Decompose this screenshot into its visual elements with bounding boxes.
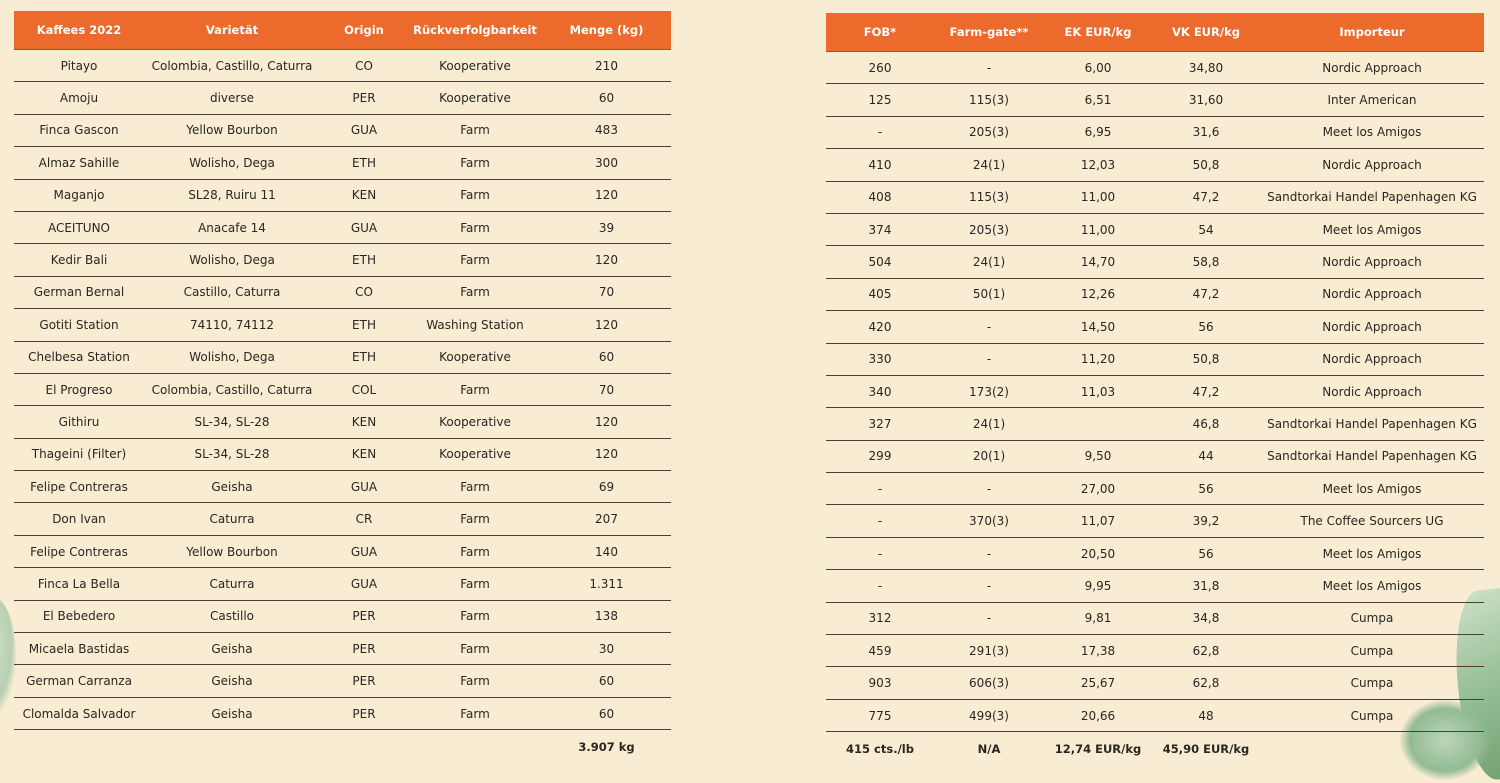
pricing-total-cell <box>1260 732 1484 767</box>
pricing-cell: 9,50 <box>1044 440 1152 472</box>
pricing-body <box>826 52 1484 767</box>
pricing-header-row <box>826 13 1484 52</box>
table-row <box>14 697 671 729</box>
pricing-cell: 410 <box>826 149 934 181</box>
coffee-cell: ETH <box>320 309 408 341</box>
pricing-total-row <box>826 732 1484 767</box>
coffee-cell: Farm <box>408 503 542 535</box>
coffees-header-row <box>14 11 671 50</box>
coffee-cell: ETH <box>320 147 408 179</box>
coffee-cell: SL-34, SL-28 <box>144 406 320 438</box>
table-row <box>826 635 1484 667</box>
pricing-cell: 20,50 <box>1044 537 1152 569</box>
pricing-cell: 6,51 <box>1044 84 1152 116</box>
pricing-cell: Nordic Approach <box>1260 311 1484 343</box>
coffee-cell: Farm <box>408 600 542 632</box>
pricing-cell: 499(3) <box>934 699 1044 731</box>
pricing-cell: 44 <box>1152 440 1260 472</box>
pricing-cell: Nordic Approach <box>1260 343 1484 375</box>
table-row <box>826 52 1484 84</box>
pricing-cell: 205(3) <box>934 116 1044 148</box>
pricing-cell: 312 <box>826 602 934 634</box>
coffee-cell: Wolisho, Dega <box>144 244 320 276</box>
coffee-cell: PER <box>320 82 408 114</box>
pricing-cell: 12,03 <box>1044 149 1152 181</box>
coffee-cell: CO <box>320 50 408 82</box>
table-row <box>826 570 1484 602</box>
coffee-total-cell <box>408 730 542 765</box>
table-row <box>826 602 1484 634</box>
coffee-cell: PER <box>320 600 408 632</box>
coffee-cell: Washing Station <box>408 309 542 341</box>
pricing-cell: Nordic Approach <box>1260 52 1484 84</box>
pricing-cell: 56 <box>1152 473 1260 505</box>
table-row <box>14 114 671 146</box>
pricing-header-cell: EK EUR/kg <box>1044 13 1152 52</box>
coffee-cell: Farm <box>408 114 542 146</box>
table-row <box>826 408 1484 440</box>
coffee-cell: CR <box>320 503 408 535</box>
coffee-cell: Wolisho, Dega <box>144 341 320 373</box>
pricing-cell: - <box>934 537 1044 569</box>
table-row <box>14 341 671 373</box>
coffee-header-cell: Rückverfolgbarkeit <box>408 11 542 50</box>
coffee-cell: El Bebedero <box>14 600 144 632</box>
coffee-cell: Almaz Sahille <box>14 147 144 179</box>
pricing-cell: 6,95 <box>1044 116 1152 148</box>
pricing-cell: 205(3) <box>934 213 1044 245</box>
coffee-cell: ETH <box>320 244 408 276</box>
pricing-cell: - <box>826 473 934 505</box>
pricing-cell: Cumpa <box>1260 635 1484 667</box>
pricing-cell: 12,26 <box>1044 278 1152 310</box>
coffee-cell: 120 <box>542 309 671 341</box>
table-row <box>826 440 1484 472</box>
table-row <box>14 82 671 114</box>
coffee-cell: 30 <box>542 633 671 665</box>
coffee-cell: KEN <box>320 406 408 438</box>
pricing-total-cell: N/A <box>977 742 1001 757</box>
coffee-cell: 39 <box>542 211 671 243</box>
coffee-cell: Farm <box>408 697 542 729</box>
coffee-cell: Caturra <box>144 568 320 600</box>
table-row <box>14 633 671 665</box>
coffee-cell: Felipe Contreras <box>14 535 144 567</box>
pricing-cell: - <box>934 602 1044 634</box>
table-row <box>826 311 1484 343</box>
coffee-cell: Geisha <box>144 633 320 665</box>
pricing-cell: 125 <box>826 84 934 116</box>
pricing-cell: - <box>826 537 934 569</box>
table-row <box>826 505 1484 537</box>
coffee-cell: PER <box>320 633 408 665</box>
table-row <box>826 246 1484 278</box>
pricing-cell: 47,2 <box>1152 181 1260 213</box>
coffee-cell: Wolisho, Dega <box>144 147 320 179</box>
coffee-total-cell: 3.907 kg <box>578 740 635 755</box>
table-row <box>14 50 671 82</box>
pricing-cell: 6,00 <box>1044 52 1152 84</box>
pricing-cell: 24(1) <box>934 246 1044 278</box>
pricing-cell: 47,2 <box>1152 278 1260 310</box>
coffee-cell: diverse <box>144 82 320 114</box>
coffee-cell: Kooperative <box>408 438 542 470</box>
pricing-cell: 31,60 <box>1152 84 1260 116</box>
pricing-cell: 11,07 <box>1044 505 1152 537</box>
pricing-cell: 370(3) <box>934 505 1044 537</box>
pricing-total-cell: 415 cts./lb <box>846 742 914 757</box>
pricing-cell: 62,8 <box>1152 635 1260 667</box>
pricing-cell: 50,8 <box>1152 343 1260 375</box>
table-row <box>14 373 671 405</box>
pricing-cell: - <box>934 311 1044 343</box>
coffee-cell: Amoju <box>14 82 144 114</box>
table-row <box>14 276 671 308</box>
pricing-cell: 62,8 <box>1152 667 1260 699</box>
coffee-cell: 300 <box>542 147 671 179</box>
coffee-cell: GUA <box>320 535 408 567</box>
coffee-total-cell <box>144 730 320 765</box>
coffee-cell: 70 <box>542 373 671 405</box>
coffee-cell: CO <box>320 276 408 308</box>
coffee-cell: Geisha <box>144 665 320 697</box>
pricing-cell: 24(1) <box>934 408 1044 440</box>
pricing-cell: 420 <box>826 311 934 343</box>
pricing-cell: 340 <box>826 375 934 407</box>
pricing-cell: Sandtorkai Handel Papenhagen KG <box>1260 181 1484 213</box>
coffee-cell: Colombia, Castillo, Caturra <box>144 50 320 82</box>
coffee-cell: 60 <box>542 665 671 697</box>
pricing-cell: 31,8 <box>1152 570 1260 602</box>
pricing-cell: 24(1) <box>934 149 1044 181</box>
coffee-cell: 120 <box>542 179 671 211</box>
pricing-cell: Meet los Amigos <box>1260 537 1484 569</box>
table-row <box>826 84 1484 116</box>
coffee-cell: GUA <box>320 568 408 600</box>
pricing-cell: - <box>826 505 934 537</box>
coffee-cell: 70 <box>542 276 671 308</box>
coffee-cell: Farm <box>408 276 542 308</box>
pricing-cell: Meet los Amigos <box>1260 570 1484 602</box>
pricing-cell: 31,6 <box>1152 116 1260 148</box>
pricing-cell: 34,8 <box>1152 602 1260 634</box>
pricing-cell: 115(3) <box>934 181 1044 213</box>
pricing-cell: 17,38 <box>1044 635 1152 667</box>
pricing-cell: 374 <box>826 213 934 245</box>
coffee-total-cell <box>320 730 408 765</box>
coffee-cell: Anacafe 14 <box>144 211 320 243</box>
coffee-cell: Pitayo <box>14 50 144 82</box>
coffee-cell: 60 <box>542 697 671 729</box>
coffees-body <box>14 50 671 765</box>
pricing-cell: - <box>934 473 1044 505</box>
pricing-cell <box>1044 408 1152 440</box>
coffee-cell: KEN <box>320 179 408 211</box>
coffee-cell: GUA <box>320 471 408 503</box>
pricing-cell: 173(2) <box>934 375 1044 407</box>
coffee-header-cell: Menge (kg) <box>542 11 671 50</box>
pricing-header-cell: VK EUR/kg <box>1152 13 1260 52</box>
coffee-cell: Don Ivan <box>14 503 144 535</box>
coffee-cell: Castillo, Caturra <box>144 276 320 308</box>
pricing-cell: 775 <box>826 699 934 731</box>
pricing-cell: 20,66 <box>1044 699 1152 731</box>
coffee-cell: 120 <box>542 244 671 276</box>
pricing-cell: 46,8 <box>1152 408 1260 440</box>
pricing-cell: 27,00 <box>1044 473 1152 505</box>
table-row <box>826 181 1484 213</box>
coffee-cell: ETH <box>320 341 408 373</box>
pricing-cell: 11,03 <box>1044 375 1152 407</box>
coffee-cell: German Carranza <box>14 665 144 697</box>
table-row <box>826 375 1484 407</box>
pricing-cell: 48 <box>1152 699 1260 731</box>
coffee-cell: Colombia, Castillo, Caturra <box>144 373 320 405</box>
pricing-cell: 39,2 <box>1152 505 1260 537</box>
table-row <box>14 568 671 600</box>
coffee-header-cell: Varietät <box>144 11 320 50</box>
coffee-cell: Githiru <box>14 406 144 438</box>
coffee-cell: 60 <box>542 341 671 373</box>
coffee-cell: Yellow Bourbon <box>144 114 320 146</box>
table-row <box>826 278 1484 310</box>
coffee-cell: Kooperative <box>408 50 542 82</box>
table-row <box>14 147 671 179</box>
table-row <box>826 667 1484 699</box>
coffees-table <box>14 11 671 764</box>
coffee-cell: 207 <box>542 503 671 535</box>
pricing-cell: 299 <box>826 440 934 472</box>
coffee-cell: Farm <box>408 211 542 243</box>
coffee-cell: Farm <box>408 179 542 211</box>
pricing-cell: 25,67 <box>1044 667 1152 699</box>
coffee-cell: 210 <box>542 50 671 82</box>
coffee-cell: 120 <box>542 406 671 438</box>
pricing-cell: 11,00 <box>1044 213 1152 245</box>
table-row <box>14 244 671 276</box>
pricing-cell: 50(1) <box>934 278 1044 310</box>
pricing-cell: Meet los Amigos <box>1260 213 1484 245</box>
pricing-cell: The Coffee Sourcers UG <box>1260 505 1484 537</box>
pricing-cell: Nordic Approach <box>1260 278 1484 310</box>
table-row <box>14 503 671 535</box>
coffee-cell: 74110, 74112 <box>144 309 320 341</box>
pricing-cell: 260 <box>826 52 934 84</box>
coffee-cell: Caturra <box>144 503 320 535</box>
coffee-cell: SL28, Ruiru 11 <box>144 179 320 211</box>
table-row <box>826 699 1484 731</box>
coffee-cell: Thageini (Filter) <box>14 438 144 470</box>
coffee-cell: Farm <box>408 535 542 567</box>
pricing-cell: 408 <box>826 181 934 213</box>
coffee-cell: Farm <box>408 244 542 276</box>
coffee-cell: PER <box>320 697 408 729</box>
table-row <box>826 149 1484 181</box>
table-row <box>14 309 671 341</box>
coffee-cell: ACEITUNO <box>14 211 144 243</box>
table-row <box>14 211 671 243</box>
coffee-cell: GUA <box>320 114 408 146</box>
pricing-cell: 54 <box>1152 213 1260 245</box>
pricing-cell: 56 <box>1152 311 1260 343</box>
pricing-cell: - <box>934 52 1044 84</box>
pricing-cell: 327 <box>826 408 934 440</box>
pricing-header-cell: FOB* <box>826 13 934 52</box>
coffee-cell: German Bernal <box>14 276 144 308</box>
table-row <box>826 343 1484 375</box>
coffee-cell: SL-34, SL-28 <box>144 438 320 470</box>
pricing-cell: Nordic Approach <box>1260 246 1484 278</box>
table-row <box>826 116 1484 148</box>
coffee-cell: 138 <box>542 600 671 632</box>
pricing-cell: 14,50 <box>1044 311 1152 343</box>
coffee-cell: Gotiti Station <box>14 309 144 341</box>
coffee-cell: Clomalda Salvador <box>14 697 144 729</box>
pricing-cell: Cumpa <box>1260 699 1484 731</box>
table-row <box>826 473 1484 505</box>
coffee-cell: COL <box>320 373 408 405</box>
table-row <box>14 438 671 470</box>
pricing-header-cell: Farm-gate** <box>934 13 1044 52</box>
coffee-cell: Maganjo <box>14 179 144 211</box>
table-row <box>14 406 671 438</box>
pricing-cell: - <box>826 570 934 602</box>
table-row <box>826 213 1484 245</box>
coffee-cell: 69 <box>542 471 671 503</box>
coffee-cell: KEN <box>320 438 408 470</box>
pricing-cell: - <box>934 570 1044 602</box>
coffee-total-row <box>14 730 671 765</box>
pricing-cell: Inter American <box>1260 84 1484 116</box>
pricing-cell: 606(3) <box>934 667 1044 699</box>
coffee-cell: Geisha <box>144 471 320 503</box>
coffee-cell: 140 <box>542 535 671 567</box>
coffee-cell: Farm <box>408 568 542 600</box>
pricing-cell: 291(3) <box>934 635 1044 667</box>
coffee-cell: Kedir Bali <box>14 244 144 276</box>
pricing-cell: Nordic Approach <box>1260 375 1484 407</box>
pricing-cell: 504 <box>826 246 934 278</box>
coffee-header-cell: Origin <box>320 11 408 50</box>
table-row <box>14 600 671 632</box>
pricing-cell: 20(1) <box>934 440 1044 472</box>
pricing-cell: 50,8 <box>1152 149 1260 181</box>
pricing-cell: 34,80 <box>1152 52 1260 84</box>
pricing-cell: 405 <box>826 278 934 310</box>
pricing-cell: 9,81 <box>1044 602 1152 634</box>
coffee-cell: Micaela Bastidas <box>14 633 144 665</box>
pricing-cell: 11,20 <box>1044 343 1152 375</box>
pricing-cell: Sandtorkai Handel Papenhagen KG <box>1260 408 1484 440</box>
coffee-cell: GUA <box>320 211 408 243</box>
pricing-cell: - <box>934 343 1044 375</box>
coffee-cell: Farm <box>408 471 542 503</box>
table-row <box>14 471 671 503</box>
coffee-cell: 483 <box>542 114 671 146</box>
pricing-cell: Meet los Amigos <box>1260 473 1484 505</box>
pricing-cell: - <box>826 116 934 148</box>
coffee-cell: Felipe Contreras <box>14 471 144 503</box>
pricing-cell: 903 <box>826 667 934 699</box>
pricing-header-cell: Importeur <box>1260 13 1484 52</box>
pricing-total-cell: 45,90 EUR/kg <box>1162 742 1250 757</box>
pricing-cell: 9,95 <box>1044 570 1152 602</box>
coffee-cell: Yellow Bourbon <box>144 535 320 567</box>
coffee-cell: Castillo <box>144 600 320 632</box>
coffee-cell: 60 <box>542 82 671 114</box>
coffee-cell: Farm <box>408 147 542 179</box>
pricing-cell: Cumpa <box>1260 602 1484 634</box>
coffee-cell: Kooperative <box>408 406 542 438</box>
table-row <box>14 535 671 567</box>
pricing-cell: Nordic Approach <box>1260 149 1484 181</box>
coffee-header-cell: Kaffees 2022 <box>14 11 144 50</box>
coffee-cell: Geisha <box>144 697 320 729</box>
pricing-cell: 47,2 <box>1152 375 1260 407</box>
pricing-cell: 459 <box>826 635 934 667</box>
coffee-cell: Farm <box>408 633 542 665</box>
coffee-total-cell <box>14 730 144 765</box>
pricing-cell: 56 <box>1152 537 1260 569</box>
pricing-cell: Sandtorkai Handel Papenhagen KG <box>1260 440 1484 472</box>
table-row <box>826 537 1484 569</box>
pricing-cell: 115(3) <box>934 84 1044 116</box>
pricing-table <box>826 13 1484 766</box>
coffee-cell: Finca La Bella <box>14 568 144 600</box>
pricing-cell: 11,00 <box>1044 181 1152 213</box>
coffee-cell: 1.311 <box>542 568 671 600</box>
table-row <box>14 665 671 697</box>
coffee-cell: 120 <box>542 438 671 470</box>
pricing-cell: 58,8 <box>1152 246 1260 278</box>
coffee-cell: El Progreso <box>14 373 144 405</box>
coffee-cell: PER <box>320 665 408 697</box>
coffee-cell: Finca Gascon <box>14 114 144 146</box>
coffee-cell: Farm <box>408 373 542 405</box>
pricing-cell: 330 <box>826 343 934 375</box>
pricing-total-cell: 12,74 EUR/kg <box>1054 742 1142 757</box>
coffee-cell: Kooperative <box>408 341 542 373</box>
pricing-cell: Cumpa <box>1260 667 1484 699</box>
coffee-cell: Chelbesa Station <box>14 341 144 373</box>
coffee-cell: Farm <box>408 665 542 697</box>
table-row <box>14 179 671 211</box>
pricing-cell: Meet los Amigos <box>1260 116 1484 148</box>
pricing-cell: 14,70 <box>1044 246 1152 278</box>
coffee-cell: Kooperative <box>408 82 542 114</box>
